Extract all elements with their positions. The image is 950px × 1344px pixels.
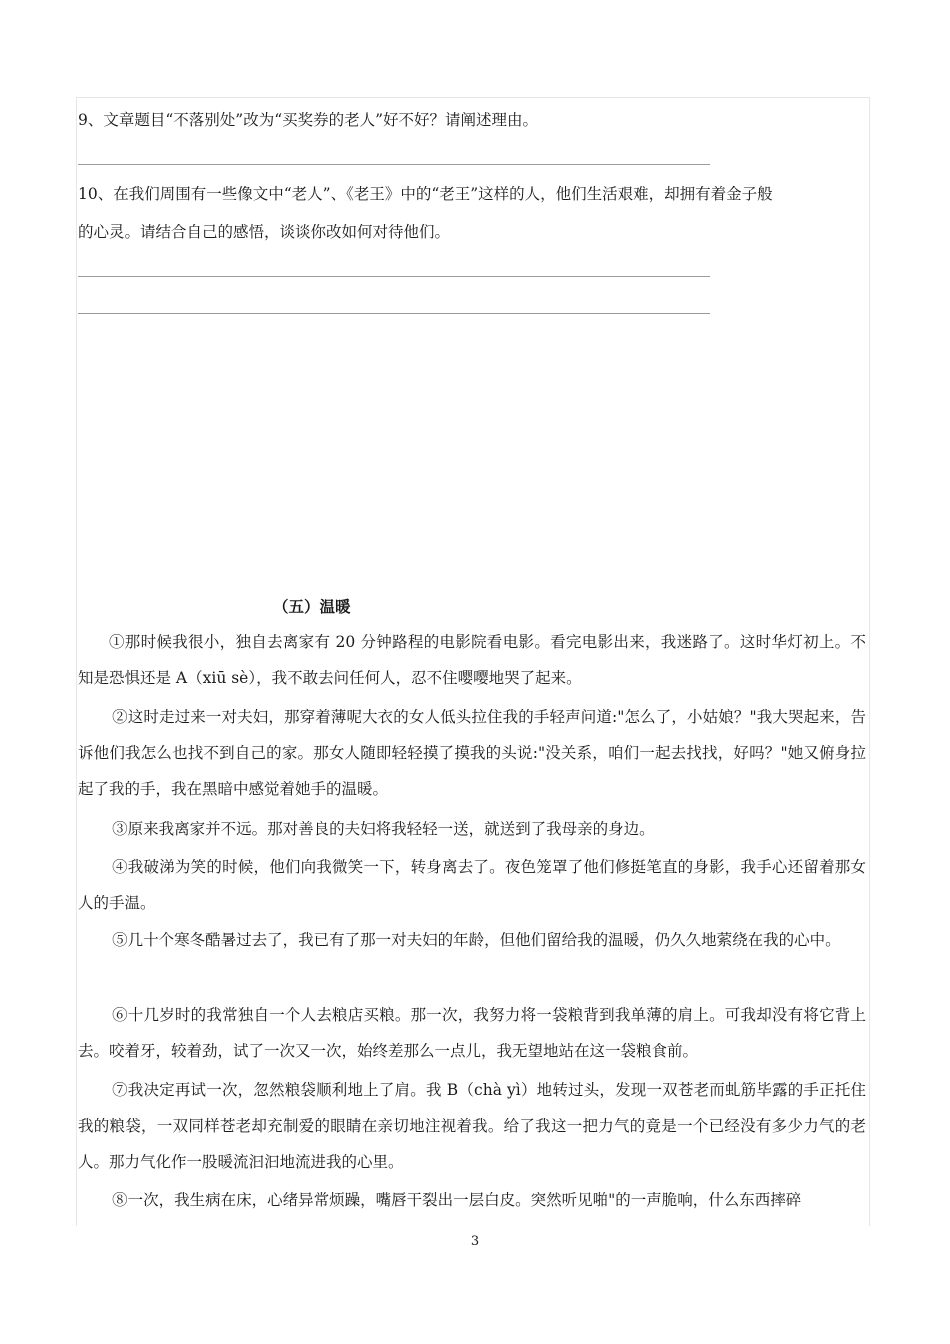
paragraph-6: ⑥十几岁时的我常独自一个人去粮店买粮。那一次，我努力将一袋粮背到我单薄的肩上。可我却没有将它背上去。咬着牙，较着劲，试了一次又一次，始终差那么一点儿，我无望地站在这一袋粮食前。 [78,1006,866,1060]
paragraph-2: ②这时走过来一对夫妇，那穿着薄呢大衣的女人低头拉住我的手轻声问道:"怎么了，小姑娘？"我大哭起来，告诉他们我怎么也找不到自己的家。那女人随即轻轻摸了摸我的头说:"没关系，咱们一起去找找，好吗？"她又俯身拉起了我的手，我在黑暗中感觉着她手的温暖。 [78,708,866,798]
paragraph-1: ①那时候我很小，独自去离家有 20 分钟路程的电影院看电影。看完电影出来，我迷路了。这时华灯初上。不知是恐惧还是 A（xiū sè），我不敢去问任何人，忍不住嘤嘤地哭了起来。 [78,633,866,687]
answer-line-9 [78,164,710,165]
answer-line-10b [78,313,710,314]
paragraph-4: ④我破涕为笑的时候，他们向我微笑一下，转身离去了。夜色笼罩了他们修挺笔直的身影，我手心还留着那女人的手温。 [78,858,866,912]
page-number: 3 [470,1234,480,1249]
section-title: （五）温暖 [273,598,351,616]
paragraph-8: ⑧一次，我生病在床，心绪异常烦躁，嘴唇干裂出一层白皮。突然听见啪"的一声脆响，什么东西摔碎 [112,1191,802,1209]
question-10-line-1: 10、在我们周围有一些像文中“老人”、《老王》中的“老王”这样的人，他们生活艰难，却拥有着金子般 [78,185,773,203]
answer-line-10a [78,276,710,277]
paragraph-5: ⑤几十个寒冬酷暑过去了，我已有了那一对夫妇的年龄，但他们留给我的温暖，仍久久地萦绕在我的心中。 [112,931,841,949]
question-9: 9、文章题目“不落别处”改为“买奖券的老人”好不好？请阐述理由。 [78,111,539,129]
paragraph-7: ⑦我决定再试一次，忽然粮袋顺利地上了肩。我 B（chà yì）地转过头，发现一双苍老而虬筋毕露的手正托住我的粮袋，一双同样苍老却充制爱的眼睛在亲切地注视着我。给了我这一把力气的竟是一个已经没有多少力气的老人。那力气化作一股暖流汩汩地流进我的心里。 [78,1081,866,1171]
paragraph-3: ③原来我离家并不远。那对善良的夫妇将我轻轻一送，就送到了我母亲的身边。 [112,820,655,838]
question-10-line-2: 的心灵。请结合自己的感悟，谈谈你改如何对待他们。 [78,223,451,241]
